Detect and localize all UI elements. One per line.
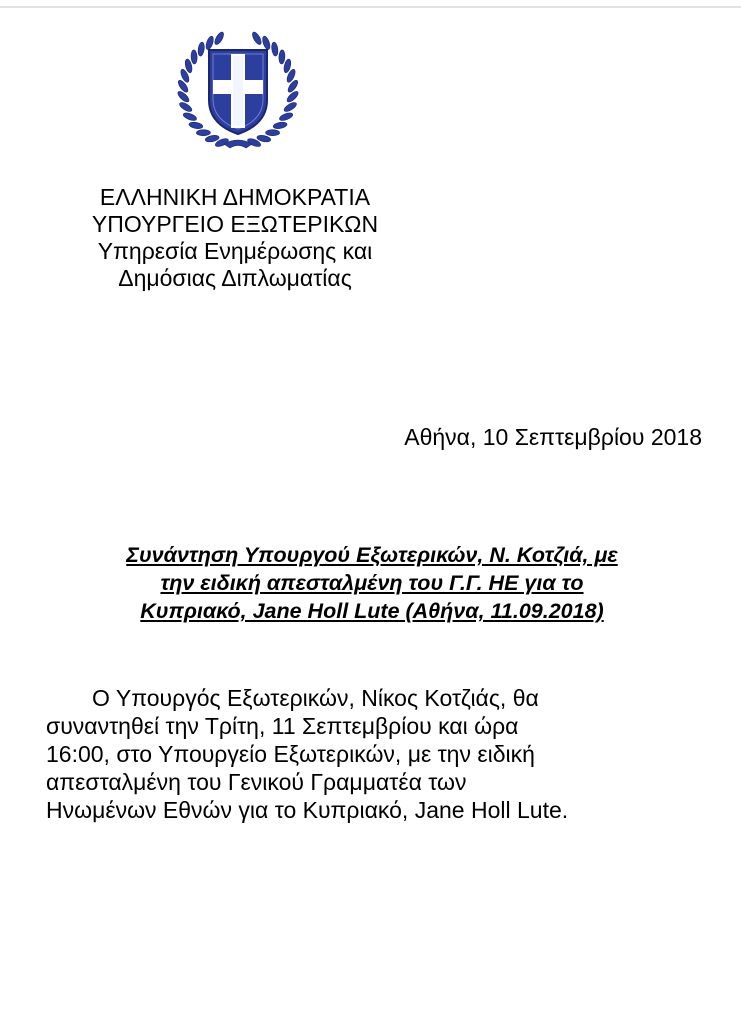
laurel-leaf <box>213 31 225 46</box>
letterhead <box>40 184 430 292</box>
laurel-leaf <box>197 42 205 57</box>
document-title <box>30 541 714 625</box>
body-paragraph <box>46 684 706 824</box>
body-line: απεσταλμένη του Γενικού Γραμματέα των <box>46 769 467 795</box>
laurel-leaf <box>261 35 271 50</box>
title-line: Συνάντηση Υπουργού Εξωτερικών, Ν. Κοτζιά, με <box>126 543 618 567</box>
laurel-leaf <box>279 50 286 64</box>
document-date: Αθήνα, 10 Σεπτεμβρίου 2018 <box>404 424 702 450</box>
greek-coat-of-arms-icon <box>174 26 302 154</box>
laurel-leaf <box>196 130 210 136</box>
body-line: 16:00, στο Υπουργείο Εξωτερικών, με την ειδική <box>46 741 535 767</box>
laurel-leaf <box>283 101 298 114</box>
letterhead-country: ΕΛΛΗΝΙΚΗ ΔΗΜΟΚΡΑΤΙΑ <box>99 184 371 210</box>
laurel-leaf <box>178 101 193 114</box>
letterhead-department-cont: Δημόσιας Διπλωματίας <box>118 265 352 291</box>
laurel-leaf <box>176 90 190 104</box>
laurel-leaf <box>285 90 299 104</box>
letterhead-department: Υπηρεσία Ενημέρωσης και <box>97 238 373 264</box>
title-line: Κυπριακό, Jane Holl Lute (Αθήνα, 11.09.2018) <box>140 599 604 623</box>
laurel-leaf <box>266 130 280 136</box>
laurel-leaf <box>205 35 215 50</box>
title-line: την ειδική απεσταλμένη του Γ.Γ. ΗΕ για το <box>160 571 584 595</box>
laurel-leaf <box>188 121 203 129</box>
laurel-leaf <box>271 42 279 57</box>
laurel-leaf <box>251 31 263 46</box>
body-line: συναντηθεί την Τρίτη, 11 Σεπτεμβρίου και ώρα <box>46 713 519 739</box>
letterhead-ministry: ΥΠΟΥΡΓΕΙΟ ΕΞΩΤΕΡΙΚΩΝ <box>91 211 379 237</box>
body-line: Ο Υπουργός Εξωτερικών, Νίκος Κοτζιάς, θα <box>92 685 539 711</box>
laurel-leaf <box>182 111 197 122</box>
laurel-leaf <box>273 121 288 129</box>
body-line: Ηνωμένων Εθνών για το Κυπριακό, Jane Holl Lute. <box>46 797 569 823</box>
top-divider <box>0 6 741 8</box>
laurel-leaf <box>278 111 293 122</box>
laurel-leaf <box>191 50 198 64</box>
